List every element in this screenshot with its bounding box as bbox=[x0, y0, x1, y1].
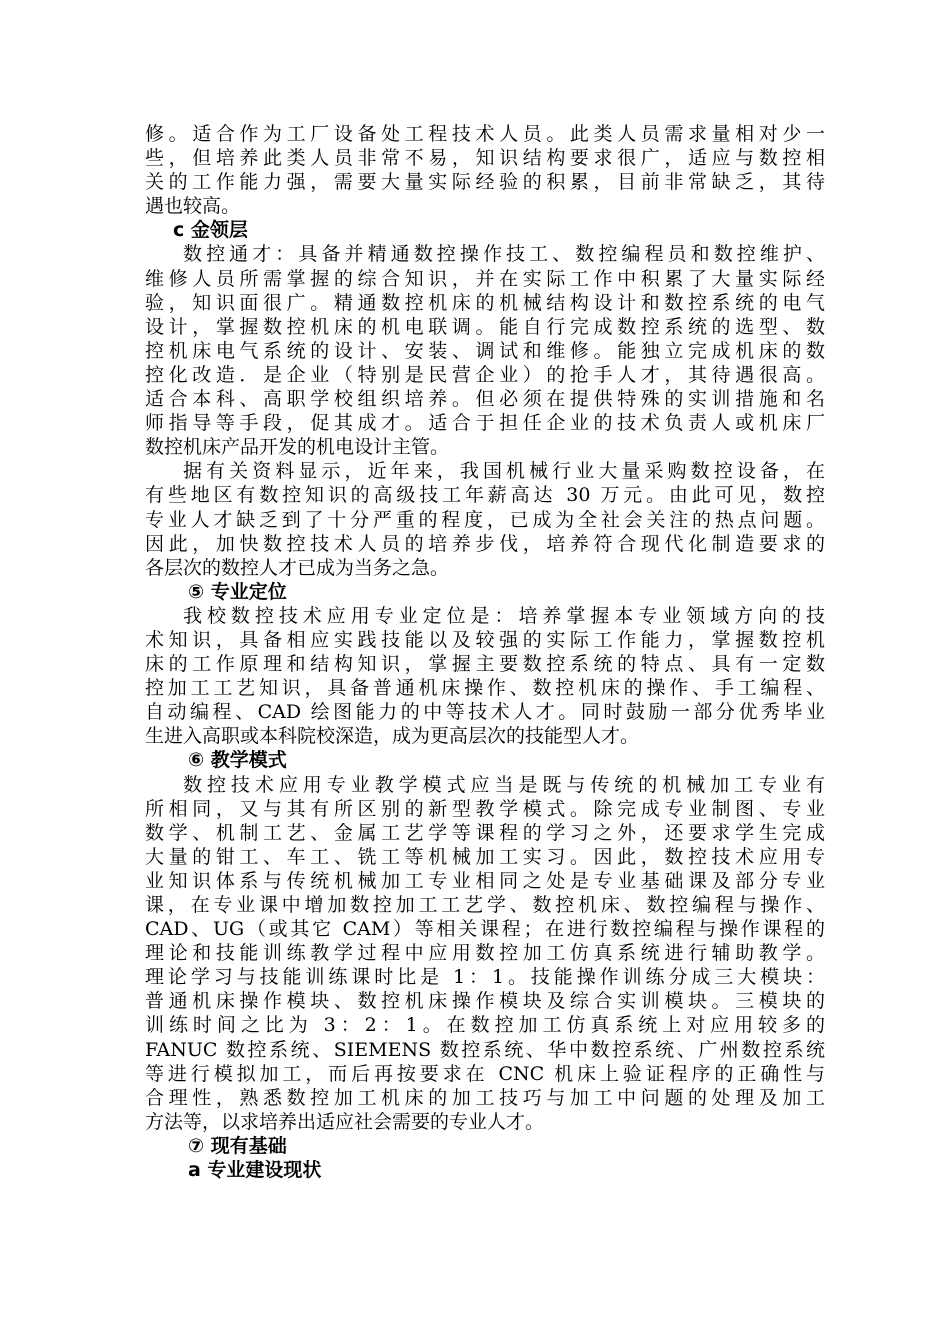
section-heading: ⑥ 教学模式 bbox=[188, 749, 287, 772]
section-heading: ⑦ 现有基础 bbox=[188, 1134, 287, 1157]
text-line: 控机床电气系统的设计、安装、调试和维修。能独立完成机床的数 bbox=[145, 339, 825, 362]
text-line: 合理性，熟悉数控加工机床的加工技巧与加工中问题的处理及加工 bbox=[145, 1086, 825, 1109]
text-line: 大量的钳工、车工、铣工等机械加工实习。因此，数控技术应用专 bbox=[145, 845, 825, 868]
text-line: 理论和技能训练教学过程中应用数控加工仿真系统进行辅助教学。 bbox=[145, 942, 825, 965]
document-page bbox=[145, 122, 825, 1182]
text-line: 有些地区有数控知识的高级技工年薪高达 30 万元。由此可见，数控 bbox=[145, 484, 825, 507]
text-line: 数学、机制工艺、金属工艺学等课程的学习之外，还要求学生完成 bbox=[145, 821, 825, 844]
text-line: 普通机床操作模块、数控机床操作模块及综合实训模块。三模块的 bbox=[145, 990, 825, 1013]
text-line: 数控通才：具备并精通数控操作技工、数控编程员和数控维护、 bbox=[183, 243, 825, 266]
paragraph bbox=[145, 122, 825, 218]
text-line: CAD、UG（或其它 CAM）等相关课程；在进行数控编程与操作课程的 bbox=[145, 918, 825, 941]
text-line: 控化改造．是企业（特别是民营企业）的抢手人才，其待遇很高。 bbox=[145, 363, 825, 386]
text-line: 数控机床产品开发的机电设计主管。 bbox=[145, 436, 450, 459]
section-heading: ⑤ 专业定位 bbox=[188, 580, 287, 603]
text-line: 理论学习与技能训练课时比是 1：1。技能操作训练分成三大模块： bbox=[145, 966, 825, 989]
text-line: 验，知识面很广。精通数控机床的机械结构设计和数控系统的电气 bbox=[145, 291, 825, 314]
text-line: 所相同，又与其有所区别的新型教学模式。除完成专业制图、专业 bbox=[145, 797, 825, 820]
text-line: 方法等，以求培养出适应社会需要的专业人才。 bbox=[145, 1110, 545, 1133]
paragraph bbox=[145, 604, 825, 749]
text-line: 等进行模拟加工，而后再按要求在 CNC 机床上验证程序的正确性与 bbox=[145, 1062, 825, 1085]
text-line: 师指导等手段，促其成才。适合于担任企业的技术负责人或机床厂 bbox=[145, 412, 825, 435]
text-line: 训练时间之比为 3：2：1。在数控加工仿真系统上对应用较多的 bbox=[145, 1014, 825, 1037]
section-heading: a 专业建设现状 bbox=[188, 1159, 322, 1182]
text-line: 控加工工艺知识，具备普通机床操作、数控机床的操作、手工编程、 bbox=[145, 677, 825, 700]
text-line: 修。适合作为工厂设备处工程技术人员。此类人员需求量相对少一 bbox=[145, 123, 825, 145]
paragraph bbox=[145, 242, 825, 459]
text-line: 术知识，具备相应实践技能以及较强的实际工作能力，掌握数控机 bbox=[145, 628, 825, 651]
text-line: 设计，掌握数控机床的机电联调。能自行完成数控系统的选型、数 bbox=[145, 315, 825, 338]
text-line: 适合本科、高职学校组织培养。但必须在提供特殊的实训措施和名 bbox=[145, 388, 825, 411]
text-line: 据有关资料显示，近年来，我国机械行业大量采购数控设备，在 bbox=[183, 460, 825, 483]
paragraph bbox=[145, 773, 825, 1134]
text-line: 遇也较高。 bbox=[145, 195, 241, 218]
text-line: 关的工作能力强，需要大量实际经验的积累，目前非常缺乏，其待 bbox=[145, 171, 825, 194]
text-line: 生进入高职或本科院校深造，成为更高层次的技能型人才。 bbox=[145, 725, 640, 748]
text-line: 各层次的数控人才已成为当务之急。 bbox=[145, 556, 450, 579]
paragraph bbox=[145, 459, 825, 579]
text-line: 专业人才缺乏到了十分严重的程度，已成为全社会关注的热点问题。 bbox=[145, 508, 825, 531]
text-line: 因此，加快数控技术人员的培养步伐，培养符合现代化制造要求的 bbox=[145, 532, 825, 555]
text-line: 些，但培养此类人员非常不易，知识结构要求很广，适应与数控相 bbox=[145, 147, 825, 170]
text-line: 维修人员所需掌握的综合知识，并在实际工作中积累了大量实际经 bbox=[145, 267, 825, 290]
text-line: 业知识体系与传统机械加工专业相同之处是专业基础课及部分专业 bbox=[145, 869, 825, 892]
text-line: 自动编程、CAD 绘图能力的中等技术人才。同时鼓励一部分优秀毕业 bbox=[145, 701, 825, 724]
text-line: 我校数控技术应用专业定位是：培养掌握本专业领域方向的技 bbox=[183, 604, 825, 627]
text-line: 床的工作原理和结构知识，掌握主要数控系统的特点、具有一定数 bbox=[145, 653, 825, 676]
text-line: 数控技术应用专业教学模式应当是既与传统的机械加工专业有 bbox=[183, 773, 825, 796]
text-line: FANUC 数控系统、SIEMENS 数控系统、华中数控系统、广州数控系统 bbox=[145, 1038, 825, 1061]
text-line: 课，在专业课中增加数控加工工艺学、数控机床、数控编程与操作、 bbox=[145, 894, 825, 916]
section-heading: c 金领层 bbox=[173, 219, 248, 242]
